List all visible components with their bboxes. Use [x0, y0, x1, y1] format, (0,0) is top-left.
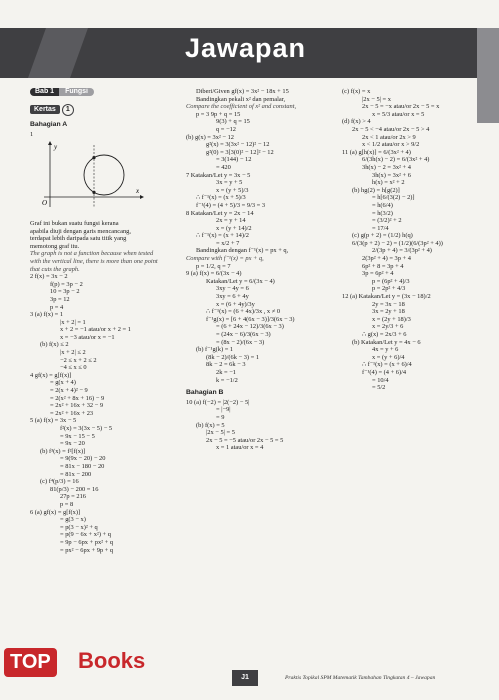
answer-line: 3h(x) − 2 = 3x² + 4 [362, 163, 411, 171]
logo-top: TOP [4, 648, 57, 677]
answer-line: (b) f(x) ≤ 2 [40, 341, 69, 349]
answer-line: (b) f(x) = 5 [196, 421, 225, 429]
column-3-content [342, 88, 482, 392]
answer-line: 2k = −1 [216, 368, 236, 376]
answer-line: x = (6 + 4y)/3y [216, 300, 255, 308]
section-heading: Bahagian A [30, 121, 68, 129]
answer-line: (c) f(x) = x [342, 88, 371, 95]
answer-line: = p(3 − x)² + q [60, 523, 98, 531]
answer-line: 10 = 3p − 2 [50, 288, 80, 296]
answer-line: x + 2 = −1 atau/or x + 2 = 1 [60, 326, 131, 334]
answer-line: 6 (a) gf(x) = g[f(x)] [30, 508, 81, 516]
answer-line: 2x − 5 = −x atau/or 2x − 5 = x [362, 103, 440, 111]
answer-line: x = 5/3 atau/or x = 5 [372, 110, 425, 118]
answer-line: terdapat lebih daripada satu titik yang [30, 235, 127, 243]
graph-origin-label: O [42, 199, 48, 208]
answer-line: 4x = y + 6 [372, 346, 399, 354]
answer-line: x = (y + 6)/4 [372, 353, 405, 361]
answer-line: f(p) = 3p − 2 [50, 280, 83, 288]
paper-label [30, 104, 180, 116]
answer-line: = (3/2)² + 2 [372, 217, 402, 225]
answer-line: p = 3 9p + q = 15 [196, 110, 241, 118]
answer-line: ∴ f⁻¹(x) = (x + 14)/2 [196, 232, 249, 240]
answer-line: = h(6/4) [372, 201, 393, 209]
answer-line: Compare the coefficient of x² and constant, [186, 103, 297, 111]
page-title: Jawapan [185, 33, 307, 63]
answer-line: 3xy − 4y = 6 [216, 285, 249, 293]
answer-line: = (24x − 6)/3(6x − 3) [216, 331, 271, 338]
answer-line: x = (2y + 18)/3 [372, 315, 411, 323]
answer-line: −4 ≤ x ≤ 0 [60, 364, 87, 372]
graph-x-label: x [136, 187, 140, 196]
answer-line: = (8x − 2)/(6x − 3) [216, 338, 265, 346]
answer-line: (8k − 2)/(6k − 3) = 1 [206, 353, 260, 361]
answer-line: = 5/2 [372, 384, 386, 392]
answer-line: 81(p/3) − 200 = 16 [50, 485, 99, 493]
answer-line: p = 4 [50, 303, 64, 311]
answer-line: 9(3) + q = 15 [216, 118, 250, 126]
column-1 [30, 88, 180, 554]
answer-line: |x + 2| = 1 [60, 318, 86, 326]
answer-line: (b) Katakan/Let y = 4x − 6 [352, 338, 421, 346]
answer-line: 2x − 5 < −4 atau/or 2x − 5 > 4 [352, 125, 430, 133]
circle-graph [36, 141, 146, 213]
answer-line: 2x − 5 = −5 atau/or 2x − 5 = 5 [206, 436, 284, 444]
answer-line: h(x) = x² + 2 [372, 179, 405, 187]
answer-line: 1 [30, 130, 34, 138]
answer-line: p = (6p² + 4)/3 [372, 277, 410, 285]
answer-line: 3p = 6p² + 4 [362, 270, 394, 278]
answer-line: (c) f⁴(p/3) = 16 [40, 478, 79, 486]
answer-line: ∴ f⁻¹(x) = (x + 5)/3 [196, 194, 246, 202]
section-heading: Bahagian B [186, 389, 224, 397]
answer-line: (d) f(x) > 4 [342, 118, 371, 126]
graph-y-label: y [54, 143, 58, 152]
answer-line: = 2x² + 16x + 32 − 9 [50, 402, 104, 410]
answer-line: 10 (a) f(−2) = |2(−2) − 5| [186, 398, 250, 406]
answer-line: (b) f⁻¹g(k) = 1 [196, 346, 234, 354]
answer-line: = x/2 + 7 [216, 239, 240, 247]
answer-line: 3p = 12 [50, 295, 70, 303]
answer-line: (b) hg(2) = h[g(2)] [352, 186, 400, 194]
answer-line: Graf ini bukan suatu fungsi kerana [30, 219, 119, 227]
answer-line: 12 (a) Katakan/Let y = (3x − 18)/2 [342, 293, 431, 301]
answer-line: = g(x + 4) [50, 379, 76, 387]
answer-line: 8k − 2 = 6k − 3 [206, 361, 246, 369]
answer-line: q = −12 [216, 125, 236, 133]
answer-line: g²(x) = 3(3x² − 12)² − 12 [206, 141, 270, 149]
answer-line: k = −1/2 [216, 376, 238, 384]
answer-line: = 9p − 6px + px² + q [60, 538, 114, 546]
answer-line: = 81x − 200 [60, 470, 92, 478]
answer-line: = h(3/2) [372, 209, 393, 217]
answer-line: 2y = 3x − 18 [372, 300, 405, 308]
answer-line: 6/(3h(x) − 2) = 6/(3x² + 4) [362, 156, 430, 164]
answer-line: 4 gf(x) = g[f(x)] [30, 371, 72, 379]
answer-line: (b) g(x) = 3x² − 12 [186, 133, 234, 141]
answer-line: Bandingkan dengan f⁻¹(x) = px + q, [196, 247, 289, 255]
answer-line: Katakan/Let y = 6/(3x − 4) [206, 277, 275, 285]
paper-number: 1 [62, 104, 74, 116]
column-3 [342, 88, 482, 392]
logo-books: Books [78, 648, 146, 673]
answer-line: 2(3p² + 4) = 3p + 4 [362, 255, 411, 263]
answer-line: 11 (a) g[h(x)] = 6/(3x² + 4) [342, 148, 411, 156]
answer-line: 9 (a) f(x) = 6/(3x − 4) [186, 270, 242, 278]
column-1-content [30, 121, 180, 554]
answer-line: g²(0) = 3[3(0)² − 12]² − 12 [206, 148, 274, 156]
answer-line: = 81x − 180 − 20 [60, 462, 105, 470]
answer-line: 3h(x) = 3x² + 6 [372, 171, 411, 179]
column-2 [186, 88, 338, 452]
answer-line: 3xy = 6 + 4y [216, 293, 249, 301]
answer-line: f²(x) = 3(3x − 5) − 5 [60, 425, 113, 432]
answer-line: ∴ f⁻¹(x) = (x + 6)/4 [362, 361, 412, 369]
answer-line: that cuts the graph. [30, 265, 80, 273]
answer-line: f⁻¹(4) = (4 + 5)/3 = 9/3 = 3 [196, 201, 266, 209]
answer-line: memotong graf itu. [30, 242, 80, 250]
answer-line: 5 (a) f(x) = 3x − 5 [30, 417, 77, 425]
answer-line: = 9x − 15 − 5 [60, 432, 95, 440]
answer-line: |x + 2| ≤ 2 [60, 349, 86, 357]
answer-line: = |−9| [216, 406, 231, 414]
answer-line: x = (y + 14)/2 [216, 224, 252, 232]
answer-line: 2/(3p + 4) = 3/(3p² + 4) [372, 247, 432, 255]
answer-line: = px² − 6px + 9p + q [60, 546, 114, 554]
answer-line: f⁻¹g(x) = [6 + 4(6x − 3)]/3(6x − 3) [206, 315, 295, 323]
answer-line: = p(9 − 6x + x²) + q [60, 531, 111, 539]
answer-line: 2x < 1 atau/or 2x > 9 [362, 133, 416, 141]
chapter-badge [30, 88, 94, 96]
answer-line: p = 8 [60, 500, 74, 508]
paper-text: Kertas [30, 105, 60, 114]
answer-line: 3x = 2y + 18 [372, 308, 405, 316]
answer-line: 8 Katakan/Let y = 2x − 14 [186, 209, 254, 217]
answer-line: 6p² + 8 = 3p + 4 [362, 262, 404, 270]
answer-line: 3 (a) f(x) = 1 [30, 311, 64, 319]
answer-line: = 9(9x − 20) − 20 [60, 455, 106, 463]
page-number: J1 [232, 670, 258, 686]
answer-line: = 10/4 [372, 376, 389, 384]
answer-line: 27p = 216 [60, 493, 86, 501]
answer-line: = h[6/(3(2) − 2)] [372, 194, 415, 202]
answer-line: = 9x − 20 [60, 440, 85, 448]
answer-line: 2 f(x) = 3x − 2 [30, 273, 68, 281]
answer-line: 3x = y + 5 [216, 179, 243, 187]
answer-line: x < 1/2 atau/or x > 9/2 [362, 141, 420, 149]
answer-line: = 9 [216, 413, 225, 421]
answer-line: = 420 [216, 163, 231, 171]
answer-line: x = 1 atau/or x = 4 [216, 444, 264, 452]
answer-line: f⁻¹(4) = (4 + 6)/4 [362, 368, 407, 376]
answer-line: = 2(x² + 8x + 16) − 9 [50, 394, 105, 402]
answer-line: (b) f³(x) = f²[f(x)] [40, 447, 86, 455]
topbooks-logo [0, 642, 160, 700]
answer-line: x = 2y/3 + 6 [372, 323, 404, 331]
answer-line: = 17/4 [372, 224, 389, 232]
chapter-number: Bab 1 [30, 88, 59, 96]
answer-line: = (6 + 24x − 12)/3(6x − 3) [216, 323, 284, 331]
answer-line: p = 2p² + 4/3 [372, 285, 406, 293]
answer-line: x = −3 atau/or x = −1 [60, 333, 115, 341]
answer-line: ∴ g(x) = 2x/3 + 6 [362, 331, 407, 338]
footer-text: Praktis Topikal SPM Matematik Tambahan Tingkatan 4 – Jawapan [285, 675, 436, 681]
answer-line: |2x − 5| = 5 [206, 429, 235, 437]
answer-line: with the vertical line, there is more than one point [30, 257, 158, 265]
answer-line: ∴ f⁻¹(x) = (6 + 4x)/3x , x ≠ 0 [206, 308, 281, 316]
answer-line: (c) g(p + 2) = (1/2) h(q) [352, 232, 413, 240]
answer-line: 6/(3(p + 2) − 2) = (1/2)(6/(3p² + 4)) [352, 239, 443, 247]
chapter-title: Fungsi [59, 88, 94, 96]
answer-line: 2x = y + 14 [216, 217, 246, 225]
answer-line: Compare with f⁻¹(x) = px + q, [186, 255, 264, 263]
answer-line: The graph is not a function because when tested [30, 250, 154, 258]
answer-line: Bandingkan pekali x² dan pemalar, [196, 95, 286, 103]
answer-line: apabila diuji dengan garis mencancang, [30, 227, 131, 235]
answer-line: x = (y + 5)/3 [216, 186, 249, 194]
answer-line: = 2x² + 16x + 23 [50, 409, 94, 417]
answer-line: |2x − 5| = x [362, 95, 391, 103]
answer-line: −2 ≤ x + 2 ≤ 2 [60, 356, 97, 364]
answer-line: p = 1/2, q = 7 [196, 262, 231, 270]
answer-line: = 3(144) − 12 [216, 156, 252, 164]
column-2-content [186, 88, 338, 452]
answer-line: = 2(x + 4)² − 9 [50, 387, 88, 395]
answer-line: Diberi/Given gf(x) = 3x² − 18x + 15 [196, 88, 289, 95]
answer-line: = g(3 − x) [60, 516, 86, 524]
answer-line: 7 Katakan/Let y = 3x − 5 [186, 171, 251, 179]
